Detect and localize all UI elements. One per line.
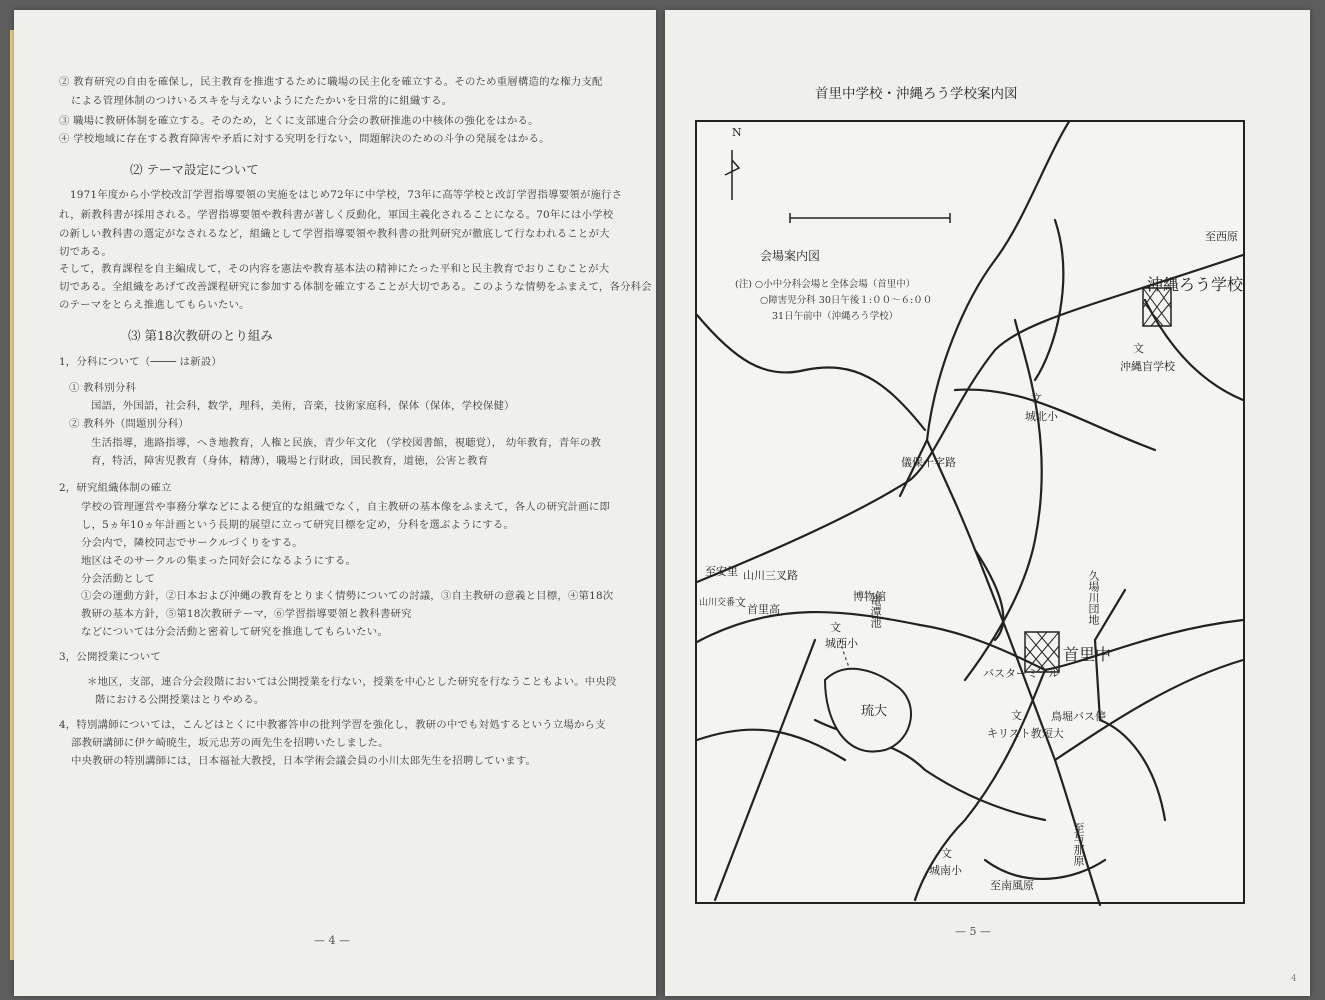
label-to-nishihara: 至西原 bbox=[1205, 230, 1238, 243]
label-jyosei-elementary: 城西小 bbox=[825, 637, 858, 650]
label-yamagawa-junction: 山川三叉路 bbox=[743, 569, 798, 582]
section-2-line-6: 切である。全組織をあげて改善課程研究に参加する体制を確立することが大切である。このような情勢をふまえて，各分科会 bbox=[59, 281, 652, 293]
s3-item-2-body-6: ①会の運動方針，②日本および沖縄の教育をとりまく情勢についての討議，③自主教研の意義と目標，④第18次 bbox=[81, 590, 614, 602]
school-symbol-blind: 文 bbox=[1133, 342, 1144, 355]
label-museum: 博物館 bbox=[853, 590, 886, 603]
map-note-1: (注) ○小中分科会場と全体会場（首里中） bbox=[735, 279, 916, 290]
campus-map bbox=[695, 120, 1255, 906]
label-to-ameku: 至安里 bbox=[705, 565, 738, 578]
label-gibo-crossing: 儀保十字路 bbox=[901, 456, 956, 469]
item-2-line-1: ② 教育研究の自由を確保し，民主教育を推進するために職場の民主化を確立する。そのため重層構造的な権力支配 bbox=[59, 76, 603, 88]
s3-item-2-body-3: 分会内で，隣校同志でサークルづくりをする。 bbox=[81, 537, 303, 549]
right-page bbox=[665, 10, 1310, 996]
school-symbol-jyonan: 文 bbox=[941, 847, 952, 860]
s3-item-1-1: ① 教科別分科 bbox=[69, 382, 137, 394]
school-symbol-jyosei: 文 bbox=[830, 621, 841, 634]
page-number-right: — 5 — bbox=[955, 925, 991, 938]
label-torihori-bus-stop: 鳥堀バス停 bbox=[1051, 710, 1106, 723]
s3-item-3: 3，公開授業について bbox=[59, 651, 161, 663]
s3-item-4-body-1: 部教研講師に伊ケ崎暁生，坂元忠芳の両先生を招聘いたしました。 bbox=[71, 737, 389, 749]
label-jyonan-elementary: 城南小 bbox=[929, 864, 962, 877]
map-frame bbox=[696, 121, 1244, 903]
s3-item-4-body-2: 中央教研の特別講師には，日本福祉大教授，日本学術会議会員の小川太郎先生を招聘しています。 bbox=[71, 755, 537, 767]
section-2-line-5: そして，教育課程を自主編成して，その内容を憲法や教育基本法の精神にたった平和と民主教育でおりこむことが大 bbox=[59, 263, 610, 275]
north-marker: N bbox=[732, 126, 742, 139]
school-symbol-christian: 文 bbox=[1011, 709, 1022, 722]
label-okinawa-deaf-school: 沖縄ろう学校 bbox=[1147, 275, 1244, 294]
s3-item-2-body-5: 分会活動として bbox=[81, 573, 156, 585]
s3-item-4: 4，特別講師については，こんどはとくに中教審答申の批判学習を強化し，教研の中でも対処するという立場から支 bbox=[59, 719, 606, 731]
s3-item-1: 1，分科について（──── は新設） bbox=[59, 356, 223, 368]
section-2-heading: ⑵ テーマ設定について bbox=[130, 162, 259, 177]
label-to-haebaru: 至南風原 bbox=[990, 879, 1034, 892]
map-page-title: 首里中学校・沖縄ろう学校案内図 bbox=[815, 86, 1018, 102]
section-2-line-2: れ，新教科書が採用される。学習指導要領や教科書が著しく反動化，軍国主義化されることになる。70年には小学校 bbox=[59, 209, 614, 221]
label-shuri-jhs: 首里中 bbox=[1063, 645, 1112, 664]
label-bus-terminal: バスターミナル bbox=[983, 667, 1060, 680]
label-christian-college: キリスト教短大 bbox=[987, 727, 1064, 740]
page-number-left: — 4 — bbox=[314, 934, 350, 947]
s3-item-2-body-2: し，5ヵ年10ヵ年計画という長期的展望に立って研究目標を定め，分科を選ぶようにする。 bbox=[81, 519, 515, 531]
section-3-heading: ⑶ 第18次教研のとり組み bbox=[128, 328, 273, 343]
section-2-line-1: 1971年度から小学校改訂学習指導要領の実施をはじめ72年に中学校，73年に高等学校と改訂学習指導要領が施行さ bbox=[70, 189, 623, 201]
map-note-3: 31日午前中（沖縄ろう学校） bbox=[772, 311, 899, 322]
label-kubagawa-danchi: 久場川団地 bbox=[1087, 570, 1100, 625]
item-4: ④ 学校地域に存在する教育障害や矛盾に対する究明を行ない，問題解決のための斗争の発展をはかる。 bbox=[59, 133, 550, 145]
label-okinawa-blind-school: 沖縄盲学校 bbox=[1120, 360, 1175, 373]
map-legend-title: 会場案内図 bbox=[760, 249, 821, 263]
s3-item-1-2: ② 教科外（問題別分科） bbox=[69, 418, 189, 430]
s3-item-1-2-body-2: 育，特活，障害児教育（身体，精薄），職場と行財政，国民教育，道徳，公害と教育 bbox=[91, 455, 489, 467]
s3-item-1-2-body-1: 生活指導，進路指導，へき地教育，人権と民族，青少年文化 （学校図書館，視聴覚）， 幼年教育，青年の教 bbox=[91, 437, 602, 449]
s3-item-3-body-2: 階における公開授業はとりやめる。 bbox=[95, 694, 265, 706]
school-symbol-shuri-high: 文 bbox=[735, 596, 746, 609]
school-symbol-jyohoku: 文 bbox=[1031, 392, 1042, 405]
item-2-line-2: による管理体制のつけいるスキを与えないようにたたかいを日常的に組織する。 bbox=[71, 95, 453, 107]
label-shuri-high: 首里高 bbox=[747, 603, 780, 616]
item-3: ③ 職場に教研体制を確立する。そのため，とくに支部連合分会の教研推進の中核体の強化をはかる。 bbox=[59, 115, 539, 127]
s3-item-3-body-1: ＊地区，支部，連合分会段階においては公開授業を行ない，授業を中心とした研究を行なうこともよい。中央段 bbox=[87, 676, 617, 688]
section-2-line-4: 切である。 bbox=[59, 246, 112, 258]
label-ryutan-pond: 竜潭池 bbox=[869, 595, 882, 628]
s3-item-1-1-body: 国語，外国語，社会科，数学，理科，美術，音楽，技術家庭科，保体（保体，学校保健） bbox=[91, 400, 515, 412]
left-page bbox=[14, 10, 656, 996]
label-jyohoku-elementary: 城北小 bbox=[1025, 410, 1058, 423]
s3-item-2-body-1: 学校の管理運営や事務分掌などによる便宜的な組織でなく，自主教研の基本像をふまえて，各人の研究計画に即 bbox=[81, 501, 611, 513]
map-note-2: ○障害児分科 30日午後１:００～６:００ bbox=[760, 295, 933, 306]
s3-item-2-body-7: 教研の基本方針，⑤第18次教研テーマ，⑥学習指導要領と教科書研究 bbox=[81, 608, 412, 620]
section-2-line-3: の新しい教科書の選定がなされるなど，組織として学習指導要領や教科書の批判研究が徹底して行なわれることが大 bbox=[59, 228, 610, 240]
label-ryudai: 琉大 bbox=[861, 704, 888, 719]
s3-item-2: 2，研究組織体制の確立 bbox=[59, 482, 172, 494]
s3-item-2-body-8: などについては分会活動と密着して研究を推進してもらいたい。 bbox=[81, 626, 388, 638]
label-to-yonabaru: 至与那原 bbox=[1072, 822, 1085, 866]
section-2-line-7: のテーマをとらえ推進してもらいたい。 bbox=[59, 299, 250, 311]
s3-item-2-body-4: 地区はそのサークルの集まった同好会になるようにする。 bbox=[81, 555, 357, 567]
label-yamagawa-koban: 山川交番 bbox=[699, 598, 736, 608]
corner-mark: 4 bbox=[1291, 974, 1297, 984]
